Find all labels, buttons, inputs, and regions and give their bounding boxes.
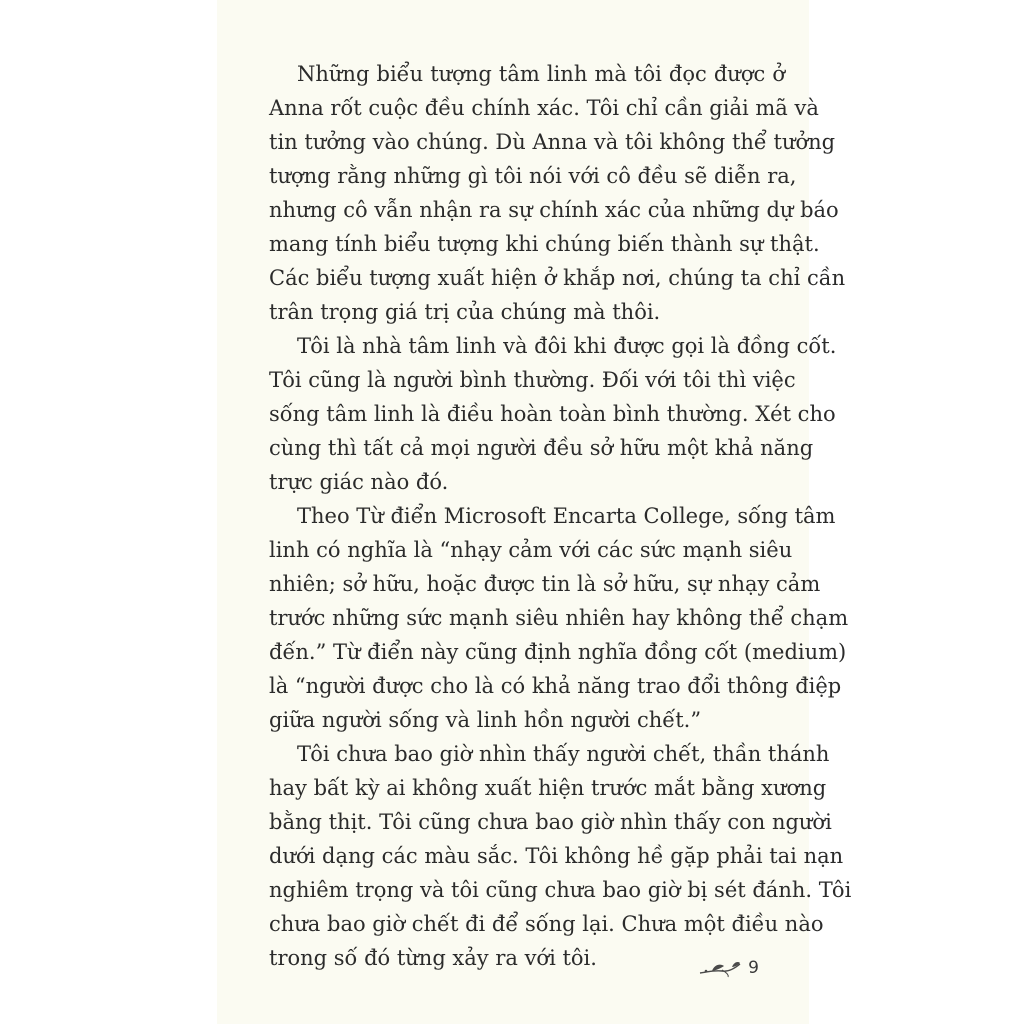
text-line: tượng rằng những gì tôi nói với cô đều sẽ diễn ra, [269, 164, 797, 188]
text-line: Những biểu tượng tâm linh mà tôi đọc được ở [297, 62, 785, 86]
text-line: Các biểu tượng xuất hiện ở khắp nơi, chúng ta chỉ cần [269, 266, 846, 290]
page-footer [698, 958, 759, 978]
text-line: Tôi là nhà tâm linh và đôi khi được gọi là đồng cốt. [297, 334, 837, 358]
text-line: Theo Từ điển Microsoft Encarta College, sống tâm [297, 504, 836, 528]
text-line: trực giác nào đó. [269, 470, 449, 494]
book-page [217, 0, 852, 1024]
leaf-ornament-icon [698, 958, 742, 978]
text-line: Anna rốt cuộc đều chính xác. Tôi chỉ cần giải mã và [269, 96, 819, 120]
text-line: đến.” Từ điển này cũng định nghĩa đồng cốt (medium) [269, 640, 847, 664]
text-line: cùng thì tất cả mọi người đều sở hữu một khả năng [269, 436, 814, 460]
text-line: hay bất kỳ ai không xuất hiện trước mắt bằng xương [269, 776, 827, 800]
paragraph-4 [269, 737, 852, 975]
text-line: giữa người sống và linh hồn người chết.” [269, 708, 702, 732]
text-line: dưới dạng các màu sắc. Tôi không hề gặp phải tai nạn [269, 844, 844, 868]
text-line: chưa bao giờ chết đi để sống lại. Chưa một điều nào [269, 912, 824, 936]
text-line: bằng thịt. Tôi cũng chưa bao giờ nhìn thấy con người [269, 810, 832, 834]
paragraph-1 [269, 57, 846, 329]
text-line: sống tâm linh là điều hoàn toàn bình thường. Xét cho [269, 402, 836, 426]
body-text [269, 57, 852, 975]
text-line: trước những sức mạnh siêu nhiên hay không thể chạm [269, 606, 849, 630]
text-line: trong số đó từng xảy ra với tôi. [269, 946, 597, 970]
text-line: là “người được cho là có khả năng trao đổi thông điệp [269, 674, 842, 698]
text-line: Tôi chưa bao giờ nhìn thấy người chết, thần thánh [297, 742, 830, 766]
paragraph-3 [269, 499, 849, 737]
text-line: nhiên; sở hữu, hoặc được tin là sở hữu, sự nhạy cảm [269, 572, 821, 596]
page-number: 9 [748, 958, 759, 978]
text-line: nhưng cô vẫn nhận ra sự chính xác của những dự báo [269, 198, 839, 222]
text-line: linh có nghĩa là “nhạy cảm với các sức mạnh siêu [269, 538, 793, 562]
paragraph-2 [269, 329, 837, 499]
text-line: mang tính biểu tượng khi chúng biến thành sự thật. [269, 232, 820, 256]
text-line: tin tưởng vào chúng. Dù Anna và tôi không thể tưởng [269, 130, 836, 154]
text-line: Tôi cũng là người bình thường. Đối với tôi thì việc [269, 368, 796, 392]
text-line: nghiêm trọng và tôi cũng chưa bao giờ bị sét đánh. Tôi [269, 878, 852, 902]
text-line: trân trọng giá trị của chúng mà thôi. [269, 300, 661, 324]
